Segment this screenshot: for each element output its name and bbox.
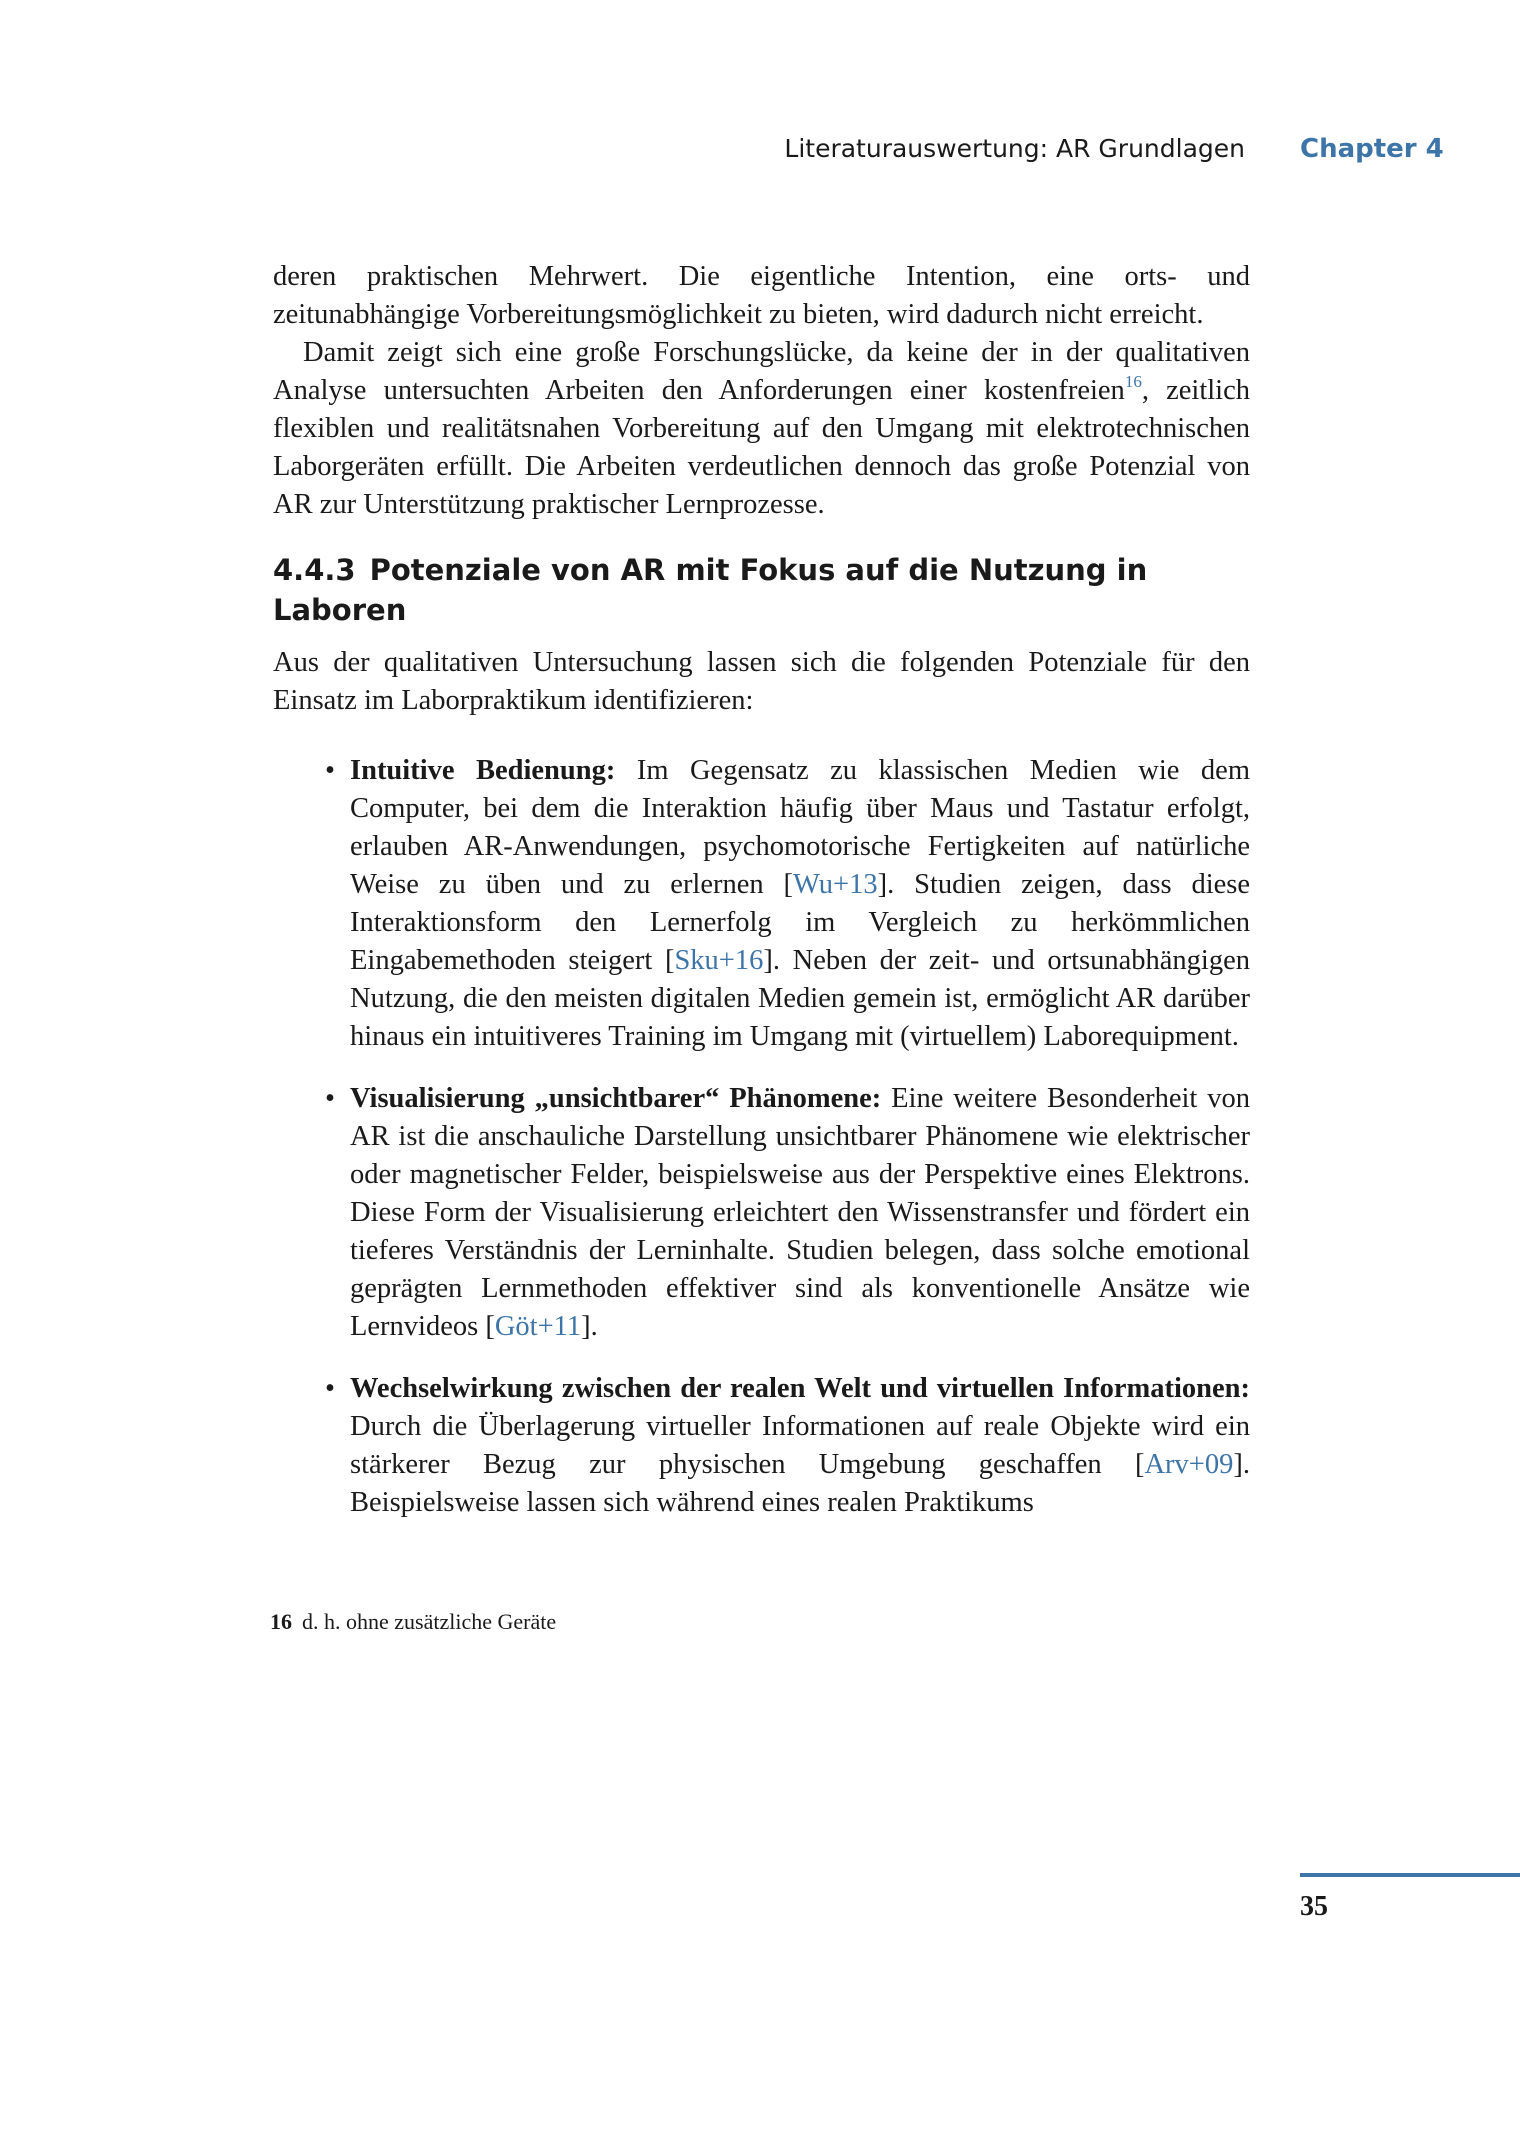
list-item-text: ]. Neben der zeit- und ortsunabhängigen Nutzung, die den meisten digitalen Medien gemein ist, ermöglicht AR darüber hinaus ein intuitiveres Training im Umgang mit (virtuellem) Laborequipment. (350, 945, 1250, 1052)
section-title: Potenziale von AR mit Fokus auf die Nutzung in Laboren (273, 553, 1148, 627)
footnote-reference[interactable]: 16 (1124, 372, 1142, 391)
bullet-list (273, 752, 1250, 1522)
citation-link[interactable]: Göt+11 (494, 1311, 582, 1342)
list-item (325, 1080, 1250, 1346)
list-item-term: Visualisierung „unsichtbarer“ Phänomene: (350, 1083, 882, 1114)
chapter-label: Chapter 4 (1300, 134, 1444, 164)
paragraph-text: Damit zeigt sich eine große Forschungslücke, da keine der in der qualitativen Analyse untersuchten Arbeiten den Anforderungen einer kostenfreien (273, 337, 1250, 406)
footnote-number: 16 (270, 1609, 292, 1634)
running-header-title: Literaturauswertung: AR Grundlagen (784, 134, 1245, 163)
list-item-text: ]. Studien zeigen, dass diese Interaktionsform den Lernerfolg im Vergleich zu herkömmlichen Eingabemethoden steigert [ (350, 869, 1250, 976)
running-header (0, 134, 1520, 174)
page-number: 35 (1300, 1891, 1328, 1922)
section-heading (273, 550, 1250, 630)
footnote-text: d. h. ohne zusätzliche Geräte (302, 1609, 557, 1634)
paragraph: deren praktischen Mehrwert. Die eigentliche Intention, eine orts- und zeitunabhängige Vorbereitungsmöglichkeit zu bieten, wird dadurch nicht erreicht. (273, 261, 1250, 330)
footnote (270, 1607, 556, 1637)
list-item (325, 752, 1250, 1056)
list-item-text: ]. (581, 1311, 598, 1342)
list-item-text: Eine weitere Besonderheit von AR ist die anschauliche Darstellung unsichtbarer Phänomene wie elektrischer oder magnetischer Felder, beispielsweise aus der Perspektive eines Elektrons. Diese Form der Visualisierung erleichtert den Wissenstransfer und fördert ein tieferes Verständnis der Lerninhalte. Studien belegen, dass solche emotional geprägten Lernmethoden effektiver sind als konventionelle Ansätze wie Lernvideos [ (350, 1083, 1250, 1342)
section-number: 4.4.3 (273, 553, 356, 587)
footer-rule (1300, 1873, 1520, 1877)
citation-link[interactable]: Wu+13 (793, 869, 878, 900)
list-item-text: ]. Beispielsweise lassen sich während eines realen Praktikums (350, 1449, 1250, 1518)
list-item-text: Durch die Überlagerung virtueller Informationen auf reale Objekte wird ein stärkerer Bezug zur physischen Umgebung geschaffen [ (350, 1411, 1250, 1480)
citation-link[interactable]: Arv+09 (1144, 1449, 1234, 1480)
bullet-icon: • (325, 755, 335, 786)
citation-link[interactable]: Sku+16 (674, 945, 764, 976)
bullet-icon: • (325, 1083, 335, 1114)
paragraph-text: , zeitlich flexiblen und realitätsnahen Vorbereitung auf den Umgang mit elektrotechnischen Laborgeräten erfüllt. Die Arbeiten verdeutlichen dennoch das große Potenzial von AR zur Unterstützung praktischer Lernprozesse. (273, 375, 1251, 520)
list-item-term: Intuitive Bedienung: (350, 755, 616, 786)
paragraph (273, 334, 1250, 524)
body-text (273, 258, 1250, 1546)
intro-paragraph: Aus der qualitativen Untersuchung lassen sich die folgenden Potenziale für den Einsatz im Laborpraktikum identifizieren: (273, 647, 1250, 716)
list-item-term: Wechselwirkung zwischen der realen Welt und virtuellen Informationen: (350, 1373, 1250, 1404)
bullet-icon: • (325, 1373, 335, 1404)
list-item (325, 1370, 1250, 1522)
list-item-text: Im Gegensatz zu klassischen Medien wie dem Computer, bei dem die Interaktion häufig über Maus und Tastatur erfolgt, erlauben AR-Anwendungen, psychomotorische Fertigkeiten auf natürliche Weise zu üben und zu erlernen [ (350, 755, 1250, 900)
